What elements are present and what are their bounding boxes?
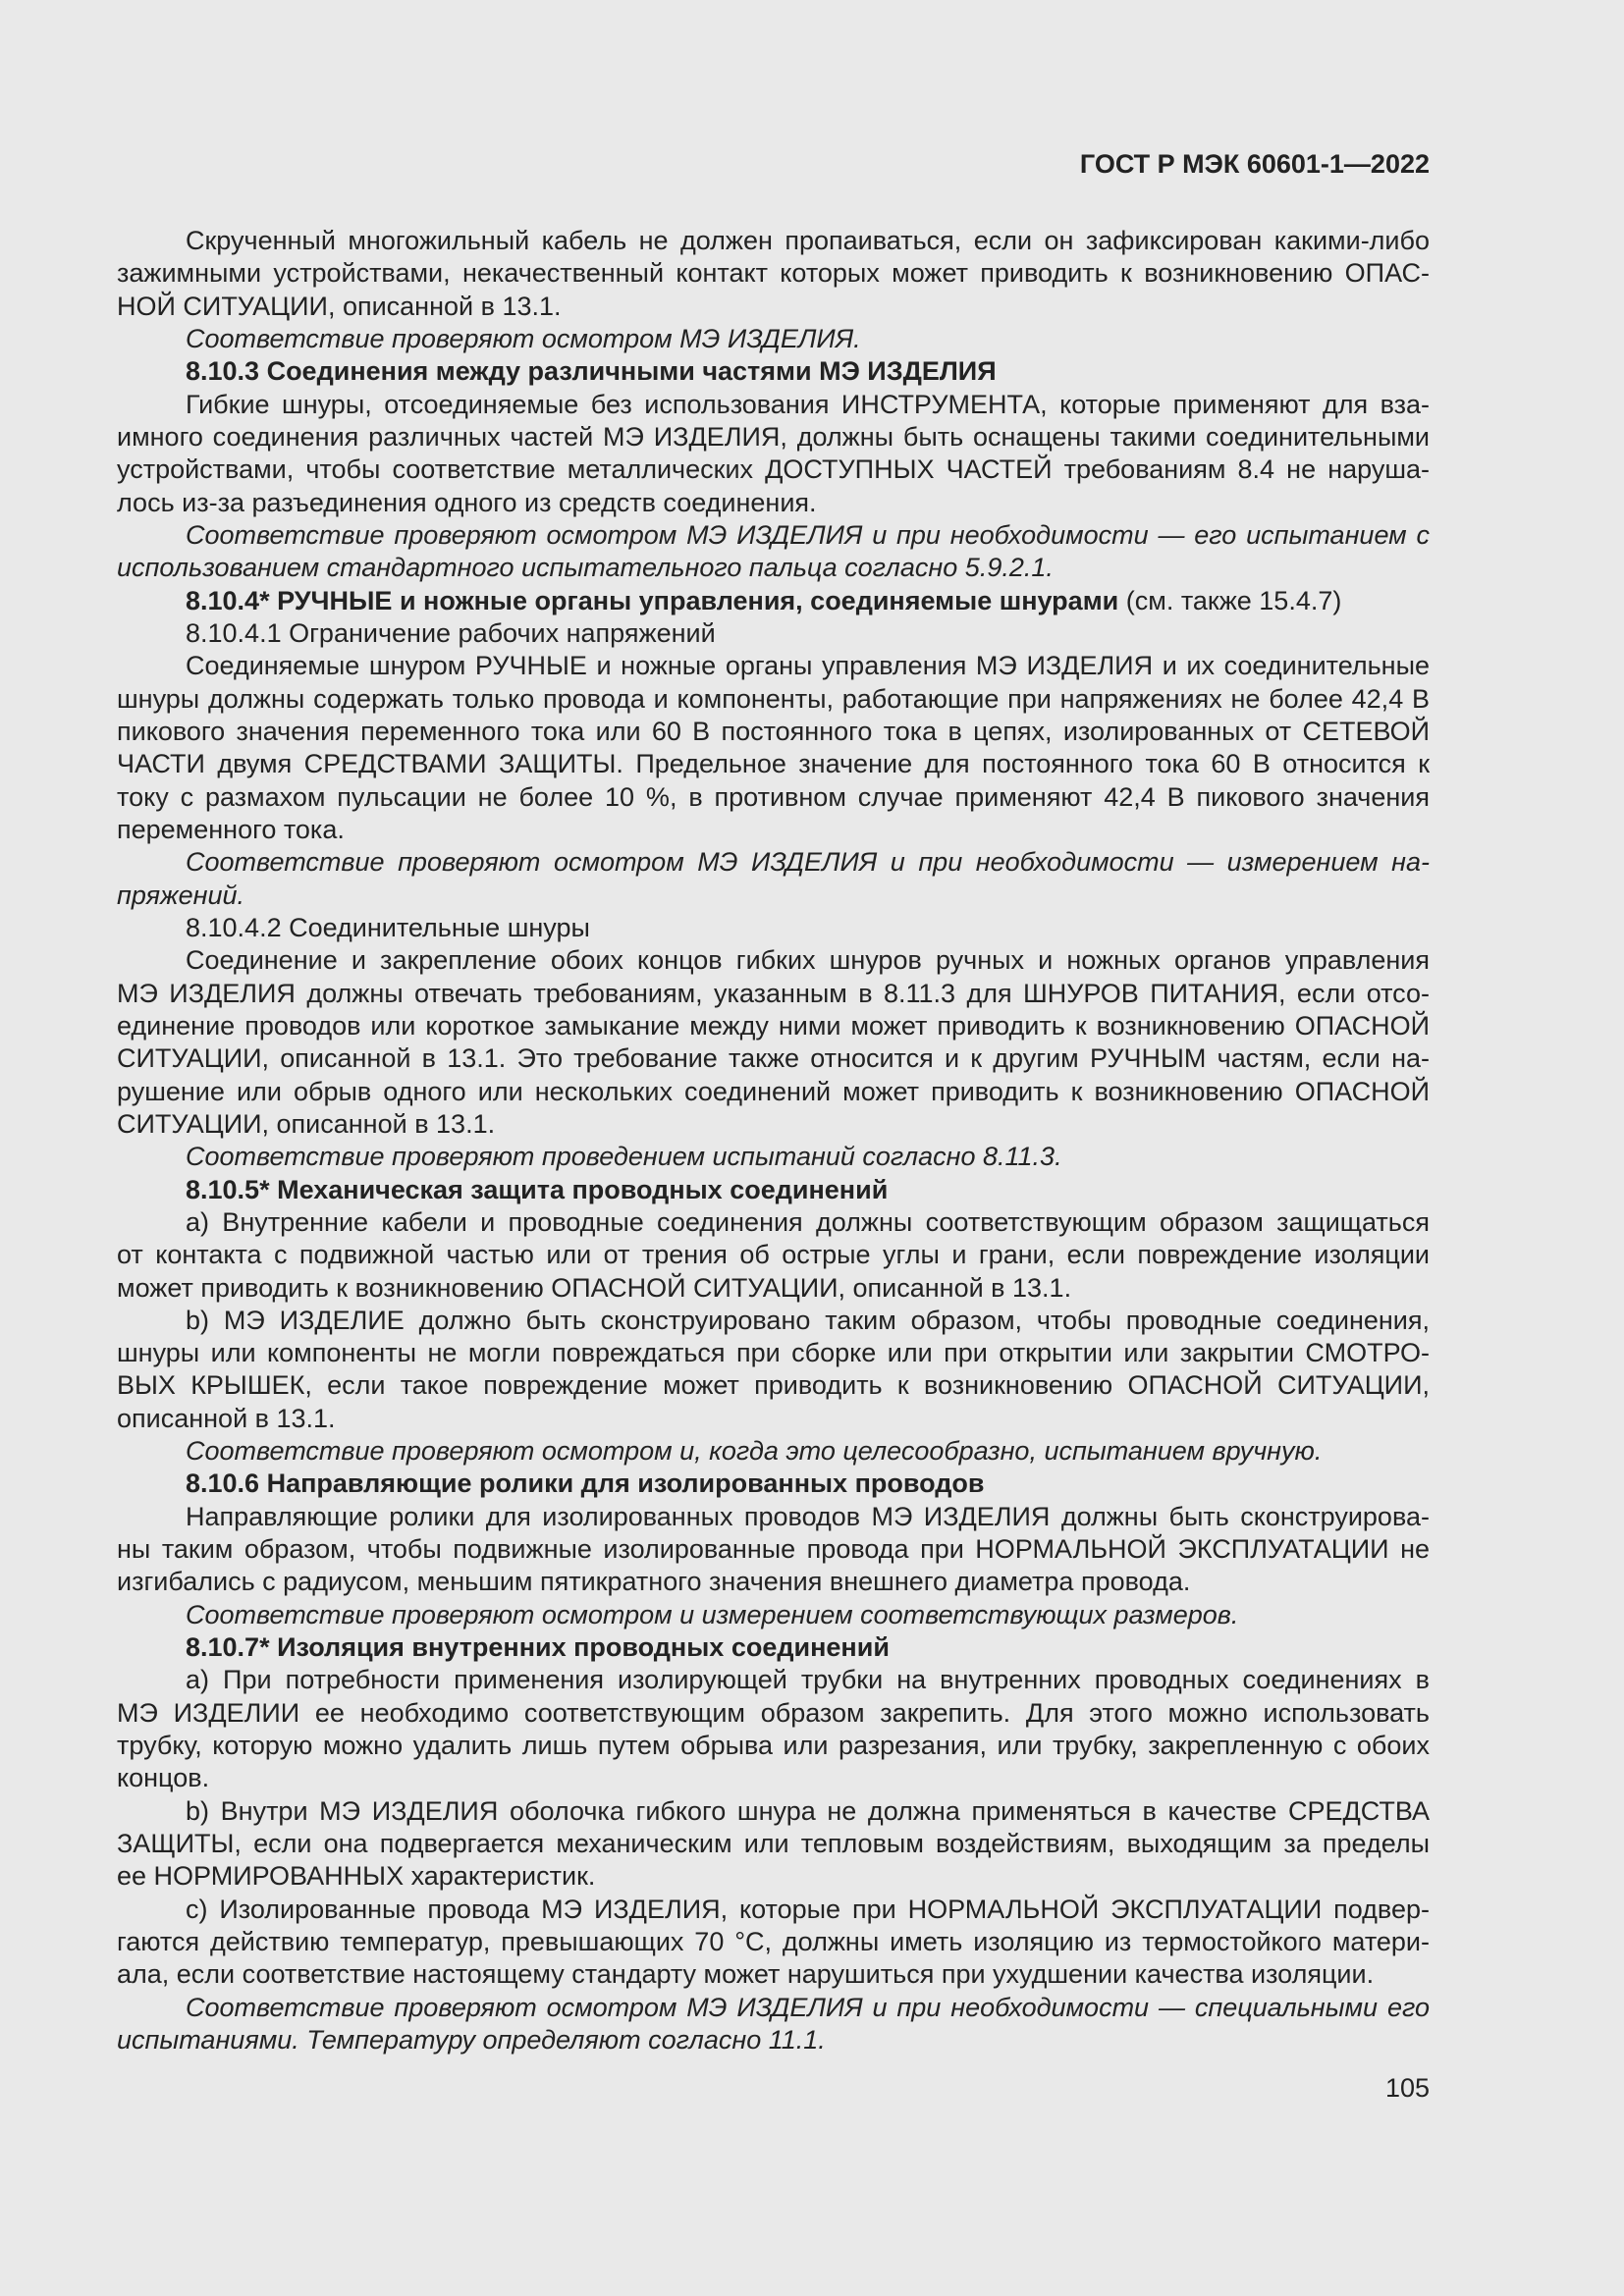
page-number: 105 — [1384, 2073, 1430, 2103]
text-line: Соответствие проверяют осмотром и измерением соответствующих размеров. — [186, 1599, 1239, 1629]
text-line: переменного тока. — [117, 814, 345, 844]
text-line: Соответствие проверяют осмотром МЭ ИЗДЕЛИЯ. — [186, 323, 861, 353]
paragraph — [117, 389, 1430, 519]
text-line: НОЙ СИТУАЦИИ, описанной в 13.1. — [117, 291, 562, 321]
paragraph — [117, 944, 1430, 1141]
paragraph — [117, 1501, 1430, 1599]
section-heading — [117, 1174, 1430, 1206]
text-line: испытаниями. Температуру определяют согласно 11.1. — [117, 2025, 826, 2056]
text-line: устройствами, чтобы соответствие металлических ДОСТУПНЫХ ЧАСТЕЙ требованиям 8.4 не наруша- — [117, 454, 1430, 485]
text-line: Соответствие проверяют осмотром МЭ ИЗДЕЛИЯ и при необходимости — специальными его — [186, 1992, 1430, 2022]
text-line: имного соединения различных частей МЭ ИЗДЕЛИЯ, должны быть оснащены такими соединительными — [117, 421, 1430, 452]
paragraph — [117, 617, 1430, 650]
text-line: ВЫХ КРЫШЕК, если такое повреждение может приводить к возникновению ОПАСНОЙ СИТУАЦИИ, — [117, 1370, 1430, 1401]
text-line: Соответствие проверяют проведением испытаний согласно 8.11.3. — [186, 1142, 1062, 1172]
compliance-note — [117, 519, 1430, 585]
text-line: СИТУАЦИИ, описанной в 13.1. Это требование также относится и к другим РУЧНЫМ частям, если на- — [117, 1043, 1430, 1074]
paragraph — [117, 1795, 1430, 1894]
section-heading — [117, 355, 1430, 388]
text-line: СИТУАЦИИ, описанной в 13.1. — [117, 1108, 496, 1139]
text-line: описанной в 13.1. — [117, 1403, 336, 1433]
paragraph — [117, 225, 1430, 323]
text-line: Направляющие ролики для изолированных проводов МЭ ИЗДЕЛИЯ должны быть сконструирова- — [186, 1501, 1430, 1531]
paragraph — [117, 1305, 1430, 1435]
text-line: ее НОРМИРОВАННЫХ характеристик. — [117, 1861, 596, 1892]
text-line: 8.10.7* Изоляция внутренних проводных соединений — [186, 1632, 890, 1663]
text-line: зажимными устройствами, некачественный контакт которых может приводить к возникновению ОПАС- — [117, 258, 1430, 289]
text-line: a) При потребности применения изолирующей трубки на внутренних проводных соединениях в — [186, 1665, 1430, 1695]
text-line: ала, если соответствие настоящему стандарту может нарушиться при ухудшении качества изоляции. — [117, 1959, 1375, 1990]
section-heading — [117, 1468, 1430, 1500]
heading-title: 8.10.4* РУЧНЫЕ и ножные органы управления, соединяемые шнурами — [186, 585, 1119, 615]
text-line: 8.10.3 Соединения между различными частями МЭ ИЗДЕЛИЯ — [186, 356, 997, 387]
compliance-note — [117, 1992, 1430, 2057]
compliance-note — [117, 1599, 1430, 1631]
text-line: от контакта с подвижной частью или от трения об острые углы и грани, если повреждение изоляции — [117, 1240, 1430, 1270]
text-line: использованием стандартного испытательного пальца согласно 5.9.2.1. — [117, 553, 1054, 583]
paragraph — [117, 650, 1430, 846]
text-line: шнуры должны содержать только провода и компоненты, работающие при напряжениях не более 42,4 В — [117, 683, 1430, 714]
compliance-note — [117, 1141, 1430, 1173]
page-body — [117, 225, 1430, 2056]
text-line: Соединение и закрепление обоих концов гибких шнуров ручных и ножных органов управления — [186, 945, 1430, 976]
section-heading — [117, 1631, 1430, 1664]
text-line: гаются действию температур, превышающих 70 °C, должны иметь изоляцию из термостойкого матери- — [117, 1927, 1430, 1957]
heading-cross-reference: (см. также 15.4.7) — [1118, 585, 1342, 615]
document-designation: ГОСТ Р МЭК 60601-1—2022 — [1079, 149, 1430, 179]
text-line: 8.10.5* Механическая защита проводных соединений — [186, 1174, 889, 1204]
text-line: c) Изолированные провода МЭ ИЗДЕЛИЯ, которые при НОРМАЛЬНОЙ ЭКСПЛУАТАЦИИ подвер- — [186, 1894, 1430, 1924]
text-line — [117, 585, 1430, 617]
text-line: концов. — [117, 1763, 210, 1793]
section-heading — [117, 585, 1430, 617]
text-line: единение проводов или короткое замыкание между ними может приводить к возникновению ОПАСНОЙ — [117, 1010, 1430, 1041]
text-line: может приводить к возникновению ОПАСНОЙ СИТУАЦИИ, описанной в 13.1. — [117, 1272, 1072, 1303]
text-line: шнуры или компоненты не могли повреждаться при сборке или при открытии или закрытии СМОТРО- — [117, 1338, 1430, 1368]
text-line: Соответствие проверяют осмотром МЭ ИЗДЕЛИЯ и при необходимости — его испытанием с — [186, 519, 1430, 550]
paragraph — [117, 1894, 1430, 1992]
text-line: пряжений. — [117, 880, 244, 910]
text-line: току с размахом пульсации не более 10 %, в противном случае применяют 42,4 В пикового значения — [117, 781, 1430, 812]
text-line: Соответствие проверяют осмотром и, когда это целесообразно, испытанием вручную. — [186, 1436, 1323, 1467]
text-line: 8.10.6 Направляющие ролики для изолированных проводов — [186, 1468, 985, 1499]
text-line: 8.10.4.2 Соединительные шнуры — [186, 912, 590, 942]
compliance-note — [117, 323, 1430, 355]
text-line: 8.10.4.1 Ограничение рабочих напряжений — [186, 617, 716, 648]
text-line: b) МЭ ИЗДЕЛИЕ должно быть сконструировано таким образом, чтобы проводные соединения, — [186, 1305, 1430, 1335]
paragraph — [117, 912, 1430, 944]
text-line: Соединяемые шнуром РУЧНЫЕ и ножные органы управления МЭ ИЗДЕЛИЯ и их соединительные — [186, 651, 1430, 681]
text-line: Соответствие проверяют осмотром МЭ ИЗДЕЛИЯ и при необходимости — измерением на- — [186, 847, 1430, 878]
text-line: ЗАЩИТЫ, если она подвергается механическим или тепловым воздействиям, выходящим за пределы — [117, 1829, 1430, 1859]
compliance-note — [117, 1435, 1430, 1468]
text-line: пикового значения переменного тока или 60 В постоянного тока в цепях, изолированных от СЕТЕВОЙ — [117, 716, 1430, 746]
text-line: b) Внутри МЭ ИЗДЕЛИЯ оболочка гибкого шнура не должна применяться в качестве СРЕДСТВА — [186, 1795, 1430, 1826]
paragraph — [117, 1664, 1430, 1794]
text-line: Гибкие шнуры, отсоединяемые без использования ИНСТРУМЕНТА, которые применяют для вза- — [186, 389, 1430, 419]
text-line: лось из-за разъединения одного из средств соединения. — [117, 487, 817, 517]
compliance-note — [117, 846, 1430, 912]
text-line: изгибались с радиусом, меньшим пятикратного значения внешнего диаметра провода. — [117, 1567, 1191, 1597]
paragraph — [117, 1206, 1430, 1305]
text-line: МЭ ИЗДЕЛИЯ должны отвечать требованиям, указанным в 8.11.3 для ШНУРОВ ПИТАНИЯ, если отсо- — [117, 978, 1430, 1008]
text-line: ны таким образом, чтобы подвижные изолированные провода при НОРМАЛЬНОЙ ЭКСПЛУАТАЦИИ не — [117, 1534, 1430, 1565]
text-line: a) Внутренние кабели и проводные соединения должны соответствующим образом защищаться — [186, 1206, 1430, 1237]
text-line: рушение или обрыв одного или нескольких соединений может приводить к возникновению ОПАСНОЙ — [117, 1076, 1430, 1106]
text-line: МЭ ИЗДЕЛИИ ее необходимо соответствующим образом закрепить. Для этого можно использовать — [117, 1697, 1430, 1728]
text-line: ЧАСТИ двумя СРЕДСТВАМИ ЗАЩИТЫ. Предельное значение для постоянного тока 60 В относится к — [117, 749, 1430, 779]
text-line: Скрученный многожильный кабель не должен пропаиваться, если он зафиксирован какими-либо — [186, 226, 1430, 255]
text-line: трубку, которую можно удалить лишь путем обрыва или разрезания, или трубку, закрепленную с обоих — [117, 1731, 1430, 1761]
